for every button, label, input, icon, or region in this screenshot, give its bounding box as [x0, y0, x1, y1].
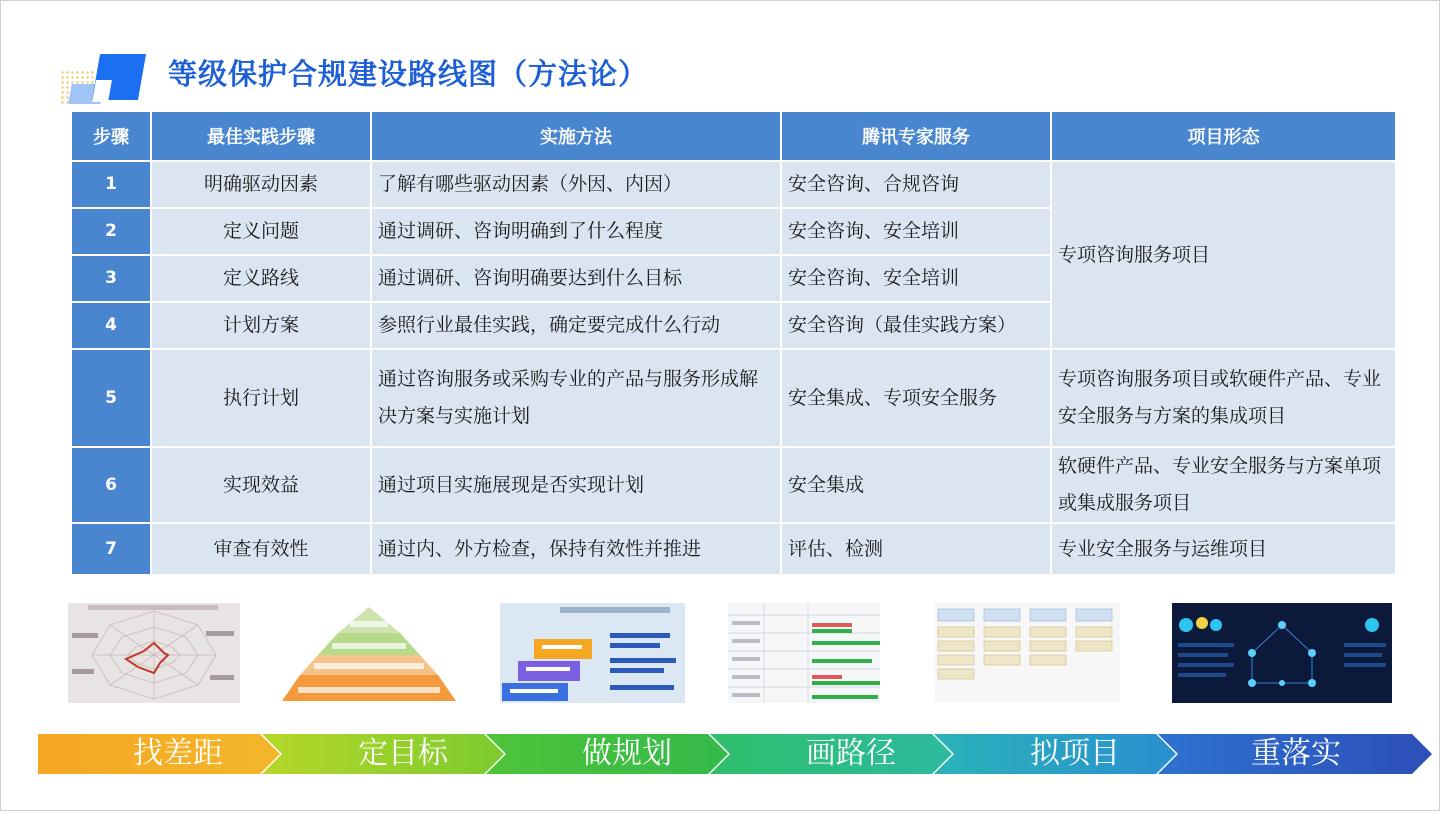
step-method: 通过调研、咨询明确要达到什么目标: [371, 255, 781, 302]
step-number: 4: [71, 302, 151, 349]
header-form: 项目形态: [1051, 111, 1396, 161]
step-method: 通过调研、咨询明确到了什么程度: [371, 208, 781, 255]
radar-chart-thumbnail: [68, 603, 240, 703]
header-best-practice: 最佳实践步骤: [151, 111, 371, 161]
step-number: 2: [71, 208, 151, 255]
title-decoration: [60, 52, 150, 108]
step-form: 软硬件产品、专业安全服务与方案单项或集成服务项目: [1051, 447, 1396, 523]
stage-label-plan: 做规划: [582, 736, 672, 771]
header-service: 腾讯专家服务: [781, 111, 1051, 161]
step-name: 计划方案: [151, 302, 371, 349]
step-service: 评估、检测: [781, 523, 1051, 575]
roadmap-table: [70, 110, 1397, 576]
header-method: 实施方法: [371, 111, 781, 161]
step-name: 实现效益: [151, 447, 371, 523]
table-row: [71, 161, 1396, 208]
step-form: 专业安全服务与运维项目: [1051, 523, 1396, 575]
step-name: 执行计划: [151, 349, 371, 447]
step-name: 审查有效性: [151, 523, 371, 575]
table-row: [71, 349, 1396, 447]
step-name: 定义问题: [151, 208, 371, 255]
step-number: 5: [71, 349, 151, 447]
stage-label-draft-project: 拟项目: [1030, 736, 1120, 771]
step-service: 安全集成: [781, 447, 1051, 523]
stage-label-implement: 重落实: [1251, 736, 1341, 771]
step-service: 安全咨询、安全培训: [781, 208, 1051, 255]
step-number: 7: [71, 523, 151, 575]
project-list-thumbnail: [934, 603, 1120, 703]
planning-thumbnail: [500, 603, 685, 703]
table-row: [71, 447, 1396, 523]
stage-label-draw-path: 画路径: [806, 736, 896, 771]
step-number: 3: [71, 255, 151, 302]
step-service: 安全集成、专项安全服务: [781, 349, 1051, 447]
pyramid-thumbnail: [280, 603, 458, 703]
header-step-no: 步骤: [71, 111, 151, 161]
stage-label-find-gap: 找差距: [133, 736, 223, 771]
step-name: 定义路线: [151, 255, 371, 302]
security-dashboard-thumbnail: [1172, 603, 1392, 703]
step-service: 安全咨询（最佳实践方案）: [781, 302, 1051, 349]
step-name: 明确驱动因素: [151, 161, 371, 208]
gantt-thumbnail: [728, 603, 880, 703]
step-form: 专项咨询服务项目: [1051, 161, 1396, 349]
step-method: 通过咨询服务或采购专业的产品与服务形成解决方案与实施计划: [371, 349, 781, 447]
step-method: 通过内、外方检查，保持有效性并推进: [371, 523, 781, 575]
table-row: [71, 523, 1396, 575]
step-number: 1: [71, 161, 151, 208]
table-header-row: [71, 111, 1396, 161]
step-form: 专项咨询服务项目或软硬件产品、专业安全服务与方案的集成项目: [1051, 349, 1396, 447]
page-title: 等级保护合规建设路线图（方法论）: [168, 57, 649, 91]
step-service: 安全咨询、安全培训: [781, 255, 1051, 302]
step-method: 了解有哪些驱动因素（外因、内因）: [371, 161, 781, 208]
step-method: 通过项目实施展现是否实现计划: [371, 447, 781, 523]
step-number: 6: [71, 447, 151, 523]
step-method: 参照行业最佳实践，确定要完成什么行动: [371, 302, 781, 349]
stage-label-set-target: 定目标: [358, 736, 448, 771]
step-service: 安全咨询、合规咨询: [781, 161, 1051, 208]
